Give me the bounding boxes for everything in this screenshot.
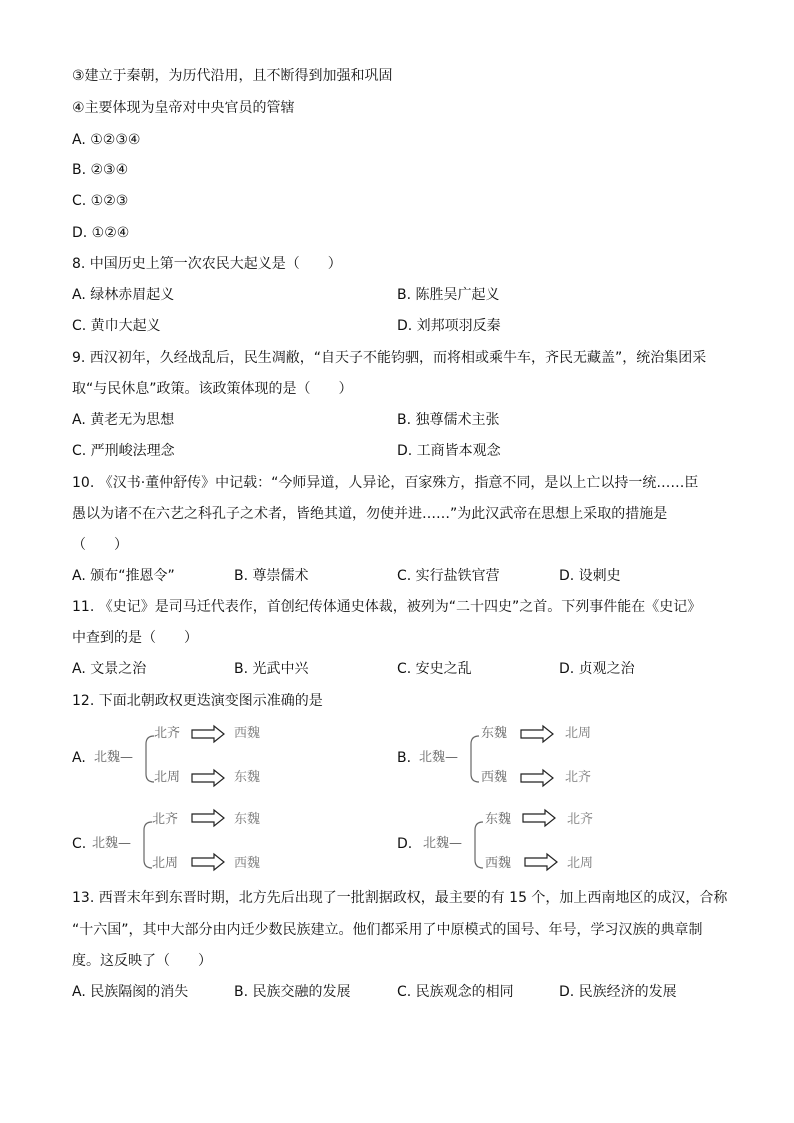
q9-option-c: C. 严刑峻法理念 [72, 443, 175, 459]
q7-option-d: D. ①②④ [72, 225, 130, 241]
q8-option-a: A. 绿林赤眉起义 [72, 287, 175, 303]
q12-b-root: 北魏— [419, 750, 459, 765]
q7-option-c: C. ①②③ [72, 193, 129, 209]
q12-diagram-d [397, 808, 627, 878]
q13-option-d: D. 民族经济的发展 [559, 984, 677, 1000]
q13-stem-line3: 度。这反映了（ ） [72, 953, 212, 969]
q8-option-d: D. 刘邦项羽反秦 [397, 318, 501, 334]
q10-option-a: A. 颁布“推恩令” [72, 568, 175, 584]
q11-option-a: A. 文景之治 [72, 661, 147, 677]
q10-option-c: C. 实行盐铁官营 [397, 568, 500, 584]
q7-statement-4: ④主要体现为皇帝对中央官员的管辖 [72, 100, 295, 116]
q13-option-c: C. 民族观念的相同 [397, 984, 514, 1000]
q11-stem-line1: 11. 《史记》是司马迁代表作，首创纪传体通史体裁，被列为“二十四史”之首。下列事件能在《史记》 [72, 599, 702, 615]
q12-d-root: 北魏— [423, 836, 463, 851]
q12-c-bottom: 北周 [152, 856, 179, 871]
q7-option-a: A. ①②③④ [72, 132, 141, 148]
q8-stem: 8. 中国历史上第一次农民大起义是（ ） [72, 256, 342, 272]
q12-stem: 12. 下面北朝政权更迭演变图示准确的是 [72, 693, 323, 709]
arrow-right-icon [192, 810, 224, 870]
q12-option-a-letter: A. [72, 750, 86, 766]
q12-d-top-target: 北齐 [567, 812, 594, 827]
q12-a-top-target: 西魏 [234, 726, 261, 741]
q10-stem-line1: 10. 《汉书·董仲舒传》中记载：“今师异道，人异论，百家殊方，指意不同，是以上亡以持一统……臣 [72, 475, 699, 491]
q9-stem-line2: 取“与民休息”政策。该政策体现的是（ ） [72, 381, 353, 397]
arrow-right-icon [192, 726, 224, 786]
q13-stem-line1: 13. 西晋末年到东晋时期，北方先后出现了一批割据政权，最主要的有 15 个，加上西南地区的成汉，合称 [72, 890, 728, 906]
q9-stem-line1: 9. 西汉初年，久经战乱后，民生凋敝，“自天子不能钧驷，而将相或乘牛车，齐民无藏盖”，统治集团采 [72, 350, 707, 366]
q12-b-top-target: 北周 [565, 726, 592, 741]
q12-b-bottom: 西魏 [481, 770, 508, 785]
arrow-right-icon [521, 726, 553, 786]
q11-option-d: D. 贞观之治 [559, 661, 635, 677]
q12-d-bottom: 西魏 [485, 856, 512, 871]
q13-option-b: B. 民族交融的发展 [234, 984, 351, 1000]
q12-b-bottom-target: 北齐 [565, 770, 592, 785]
q8-option-c: C. 黄巾大起义 [72, 318, 161, 334]
arrow-right-icon [523, 810, 557, 870]
q12-c-bottom-target: 西魏 [234, 856, 261, 871]
q12-diagram-b [397, 722, 627, 792]
q12-c-root: 北魏— [92, 836, 132, 851]
q12-b-top: 东魏 [481, 726, 508, 741]
q9-option-a: A. 黄老无为思想 [72, 412, 175, 428]
q12-diagram-a [72, 722, 302, 792]
q11-option-b: B. 光武中兴 [234, 661, 309, 677]
q10-option-d: D. 设刺史 [559, 568, 621, 584]
q13-stem-line2: “十六国”，其中大部分由内迁少数民族建立。他们都采用了中原模式的国号、年号，学习汉族的典章制 [72, 922, 703, 938]
q12-a-root: 北魏— [94, 750, 134, 765]
q12-option-b-letter: B. [397, 750, 412, 766]
q12-option-d-letter: D. [397, 836, 413, 852]
q12-c-bracket [72, 808, 302, 878]
q12-c-top: 北齐 [152, 812, 179, 827]
q12-c-top-target: 东魏 [234, 812, 261, 827]
q10-option-b: B. 尊崇儒术 [234, 568, 309, 584]
q13-option-a: A. 民族隔阂的消失 [72, 984, 189, 1000]
q11-option-c: C. 安史之乱 [397, 661, 472, 677]
q12-a-top: 北齐 [154, 726, 181, 741]
q9-option-d: D. 工商皆本观念 [397, 443, 501, 459]
q12-diagram-c [72, 808, 302, 878]
q10-stem-line3: （ ） [72, 537, 128, 553]
q10-stem-line2: 愚以为诸不在六艺之科孔子之术者，皆绝其道，勿使并进……”为此汉武帝在思想上采取的措施是 [72, 506, 668, 522]
q12-d-top: 东魏 [485, 812, 512, 827]
q7-statement-3: ③建立于秦朝，为历代沿用，且不断得到加强和巩固 [72, 68, 393, 84]
q12-option-c-letter: C. [72, 836, 87, 852]
q12-a-bottom: 北周 [154, 770, 181, 785]
q11-stem-line2: 中查到的是（ ） [72, 630, 198, 646]
q12-b-bracket [397, 722, 627, 792]
q12-d-bottom-target: 北周 [567, 856, 594, 871]
q8-option-b: B. 陈胜吴广起义 [397, 287, 500, 303]
q12-a-bracket [72, 722, 302, 792]
q12-a-bottom-target: 东魏 [234, 770, 261, 785]
q7-option-b: B. ②③④ [72, 162, 129, 178]
q9-option-b: B. 独尊儒术主张 [397, 412, 500, 428]
